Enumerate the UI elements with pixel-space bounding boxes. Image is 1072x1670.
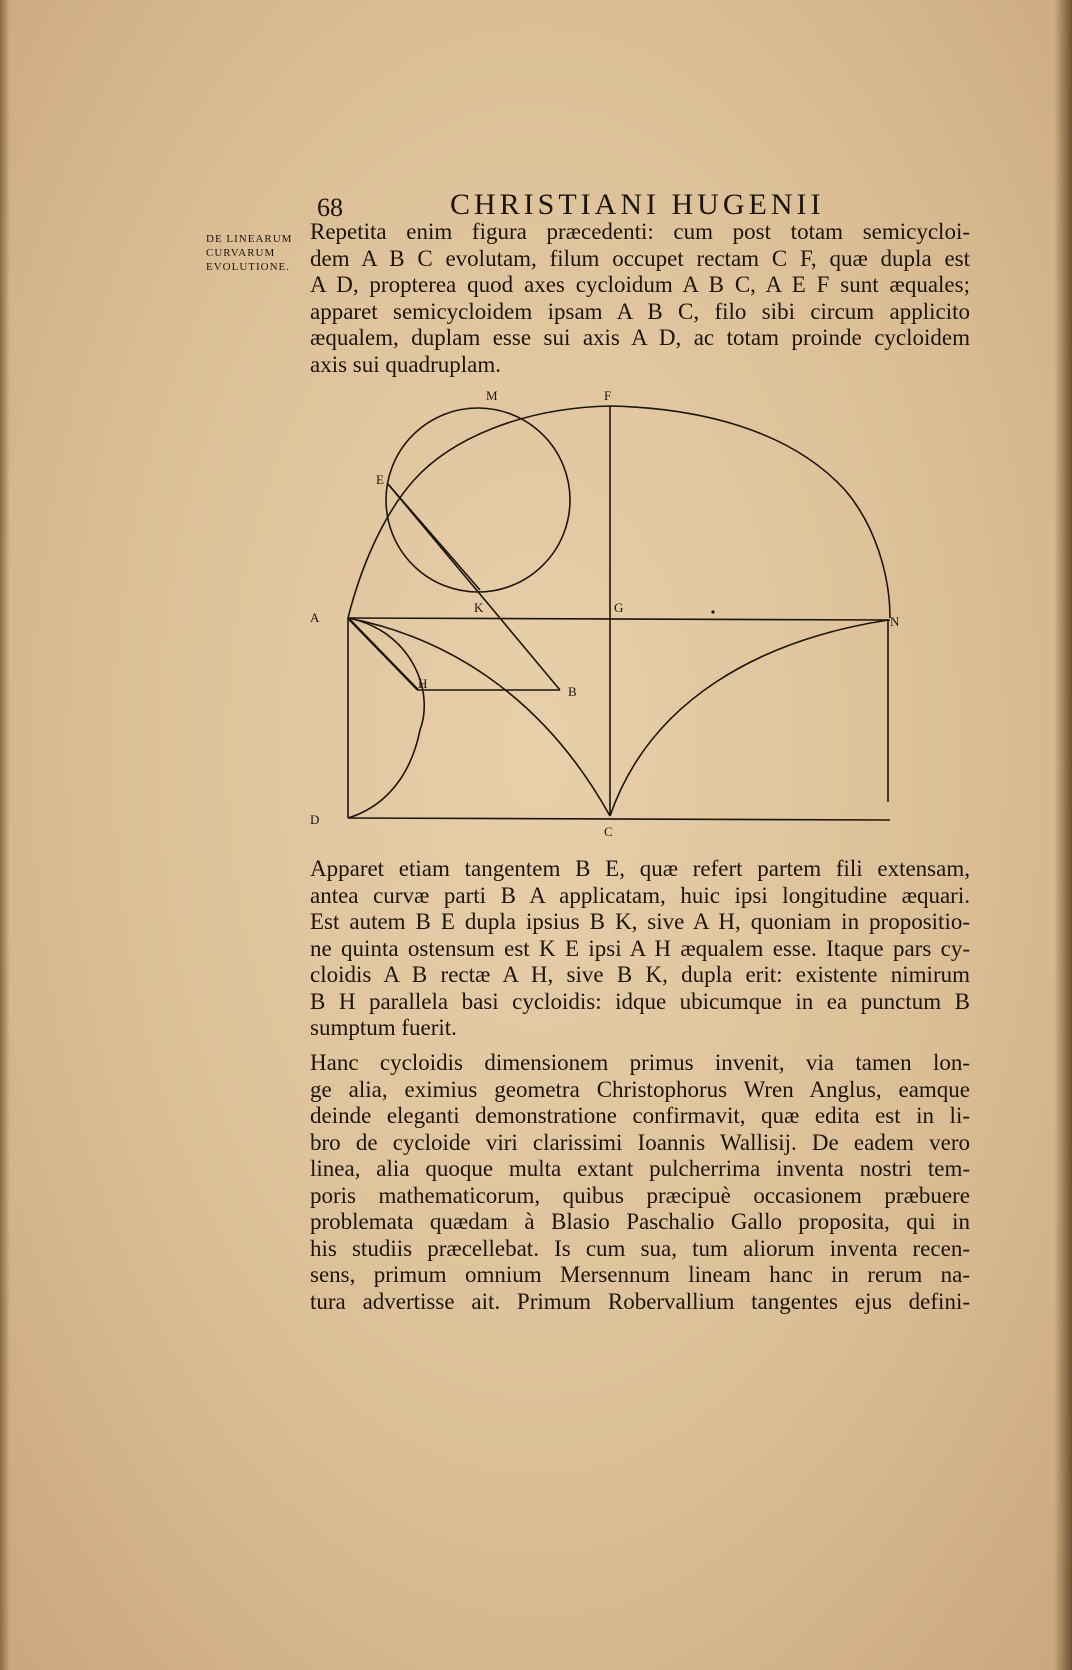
label-e: E bbox=[376, 472, 384, 487]
text-line: dem A B C evolutam, filum occupet rectam C F, quæ dupla est bbox=[310, 245, 970, 271]
page-edge-right bbox=[1054, 0, 1072, 1670]
text-line: antea curvæ parti B A applicatam, huic ipsi longitudine æquari. bbox=[310, 882, 970, 908]
text-line: cloidis A B rectæ A H, sive B K, dupla erit: existente nimirum bbox=[310, 962, 970, 987]
text-line: axis sui quadruplam. bbox=[310, 351, 501, 377]
cycloid-figure bbox=[310, 388, 960, 840]
text-line: tura advertisse ait. Primum Robervallium tangentes ejus defini- bbox=[310, 1288, 970, 1314]
paragraph-2 bbox=[310, 856, 970, 1042]
text-line: problemata quædam à Blasio Paschalio Gallo proposita, qui in bbox=[310, 1209, 970, 1234]
label-d: D bbox=[310, 812, 320, 827]
label-b: B bbox=[568, 684, 577, 699]
text-line: Apparet etiam tangentem B E, quæ refert partem fili extensam, bbox=[310, 856, 970, 881]
generating-circle bbox=[386, 408, 570, 592]
label-k: K bbox=[474, 600, 484, 615]
marginal-note-line: CURVARUM bbox=[206, 247, 276, 259]
label-c: C bbox=[604, 824, 613, 839]
label-a: A bbox=[310, 610, 320, 625]
marginal-note-line: DE LINEARUM bbox=[206, 233, 293, 245]
text-line: ge alia, eximius geometra Christophorus Wren Anglus, eamque bbox=[310, 1076, 970, 1102]
paragraph-1 bbox=[310, 219, 970, 378]
text-line: deinde eleganti demonstratione confirmavit, quæ edita est in li- bbox=[310, 1103, 970, 1128]
page-number: 68 bbox=[317, 193, 343, 222]
page-edge-left bbox=[0, 0, 10, 1670]
text-line: poris mathematicorum, quibus præcipuè occasionem præbuere bbox=[310, 1182, 970, 1208]
small-semicircle bbox=[348, 618, 424, 818]
text-line: his studiis præcellebat. Is cum sua, tum aliorum inventa recen- bbox=[310, 1235, 970, 1261]
text-line: sumptum fuerit. bbox=[310, 1015, 457, 1040]
cycloid-curve-aefn bbox=[348, 406, 890, 618]
line-ek bbox=[388, 484, 480, 590]
marginal-note-line: EVOLUTIONE. bbox=[206, 261, 291, 273]
running-head: CHRISTIANI HUGENII bbox=[450, 188, 825, 221]
text-line: apparet semicycloidem ipsam A B C, filo sibi circum applicito bbox=[310, 298, 970, 324]
label-g: G bbox=[614, 600, 624, 615]
text-line: bro de cycloide viri clarissimi Ioannis Wallisij. De eadem vero bbox=[310, 1129, 970, 1155]
text-line: A D, propterea quod axes cycloidum A B C, A E F sunt æquales; bbox=[310, 272, 970, 297]
label-m: M bbox=[486, 388, 498, 403]
label-f: F bbox=[604, 388, 612, 403]
marginal-note bbox=[206, 232, 292, 274]
text-line: Hanc cycloidis dimensionem primus invenit, via tamen lon- bbox=[310, 1050, 970, 1075]
base-line bbox=[348, 818, 890, 820]
text-line: B H parallela basi cycloidis: idque ubicumque in ea punctum B bbox=[310, 988, 970, 1014]
cycloid-curve-cn bbox=[610, 620, 888, 816]
text-line: sens, primum omnium Mersennum lineam hanc in rerum na- bbox=[310, 1262, 970, 1287]
cycloid-curve-abc bbox=[348, 618, 610, 816]
text-line: Est autem B E dupla ipsius B K, sive A H, quoniam in propositio- bbox=[310, 909, 970, 934]
paragraph-3 bbox=[310, 1050, 970, 1315]
center-dot bbox=[711, 610, 714, 613]
text-line: linea, alia quoque multa extant pulcherrima inventa nostri tem- bbox=[310, 1156, 970, 1181]
text-line: ne quinta ostensum est K E ipsi A H æqualem esse. Itaque pars cy- bbox=[310, 935, 970, 961]
text-line: æqualem, duplam esse sui axis A D, ac totam proinde cycloidem bbox=[310, 325, 970, 350]
label-h: H bbox=[418, 676, 428, 691]
line-an bbox=[348, 618, 890, 620]
label-n: N bbox=[890, 614, 900, 629]
text-line: Repetita enim figura præcedenti: cum post totam semicycloi- bbox=[310, 219, 970, 244]
